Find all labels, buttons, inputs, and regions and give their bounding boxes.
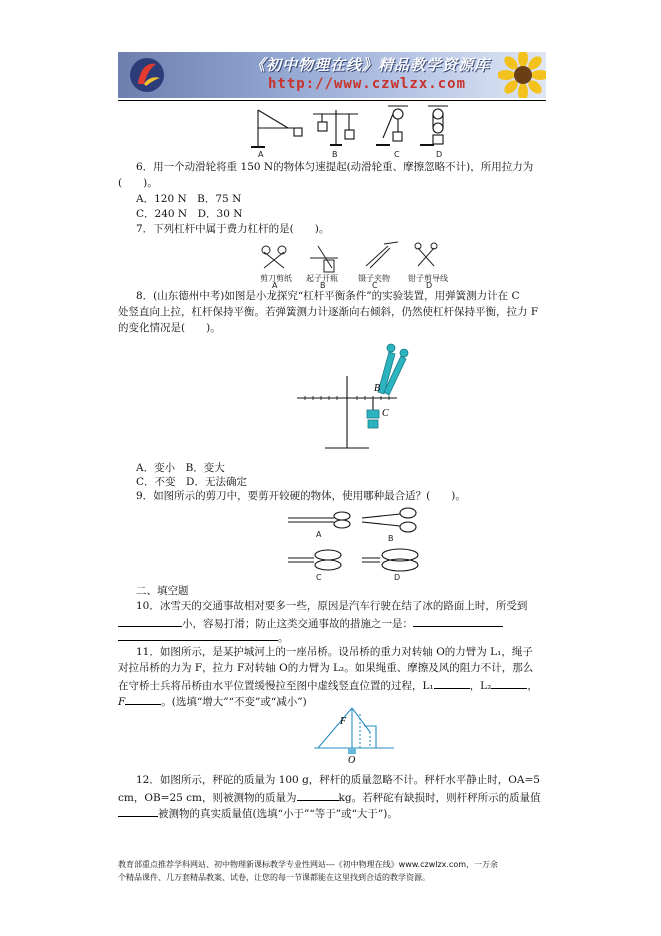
sunflower-icon	[498, 52, 546, 98]
q6-stem-line2: ( )。	[118, 177, 158, 189]
q11-label-f: F	[340, 716, 347, 727]
q10-blank-2[interactable]	[413, 616, 503, 627]
q7-stem: 7．下列杠杆中属于费力杠杆的是( )。	[136, 223, 330, 235]
q11-blank-l2[interactable]	[491, 678, 527, 689]
q9-label-c: C	[316, 573, 322, 582]
q7-caption-d: 钳子剪导线	[408, 274, 448, 283]
q8-lever-apparatus-figure	[285, 336, 425, 460]
q7-label-c: C	[372, 281, 378, 288]
q5-label-c: C	[394, 150, 400, 159]
q6-stem-line1: 6．用一个动滑轮将重 150 N的物体匀速提起(动滑轮重、摩擦忽略不计)，所用拉力为	[136, 161, 534, 173]
q8-options-2: C．不变 D．无法确定	[136, 476, 247, 488]
q10-stem-line1: 10．冰雪天的交通事故相对要多一些，原因是汽车行驶在结了冰的路面上时，所受到	[136, 600, 528, 612]
site-url[interactable]: http://www.czwlzx.com	[268, 76, 467, 92]
q11-blank-l1[interactable]	[434, 678, 470, 689]
q8-options-1: A．变小 B．变大	[136, 462, 225, 474]
q5-label-b: B	[332, 150, 338, 159]
q7-label-a: A	[272, 281, 278, 288]
q7-caption-b: 起子开瓶	[306, 274, 338, 283]
q12-stem-line1: 12．如图所示，秤砣的质量为 100 g，秤杆的质量忽略不计。秤杆水平静止时，OA=5	[136, 774, 540, 786]
q6-options-1: A．120 N B．75 N	[136, 193, 242, 205]
q12-blank-mass[interactable]	[297, 790, 339, 801]
q12-blank-compare[interactable]	[118, 806, 158, 817]
q9-label-d: D	[394, 573, 401, 582]
q8-label-b: B	[374, 383, 381, 394]
q8-stem-line1: 8．(山东德州中考)如图是小龙探究“杠杆平衡条件”的实验装置，用弹簧测力计在 C	[136, 290, 520, 302]
q10-stem-line2: 小，容易打滑；防止这类交通事故的措施之一是：	[118, 616, 503, 631]
q9-scissors-figure	[282, 504, 432, 584]
q10-stem-line3: 。	[118, 630, 289, 645]
q11-label-o: O	[348, 755, 356, 766]
q11-stem-line1: 11．如图所示，是某护城河上的一座吊桥。设吊桥的重力对转轴 O的力臂为 L₁，绳子	[136, 646, 533, 658]
header-banner	[118, 52, 546, 98]
header-divider	[118, 100, 546, 101]
q7-caption-c: 镊子夹物	[358, 274, 390, 283]
q10-blank-3[interactable]	[118, 630, 278, 641]
q8-stem-line2: 处竖直向上拉，杠杆保持平衡。若弹簧测力计逐渐向右倾斜，仍然使杠杆保持平衡，拉力 F	[118, 306, 539, 318]
q11-drawbridge-figure	[308, 704, 418, 766]
q11-stem-line3: 在守桥士兵将吊桥由水平位置缓慢拉至图中虚线竖直位置的过程，L₁ ，L₂ ，	[118, 680, 538, 692]
q5-pulley-figure	[248, 104, 458, 160]
q5-label-a: A	[258, 150, 264, 159]
site-title: 《初中物理在线》精品教学资源库	[250, 56, 491, 74]
footer-line1: 教育部重点推荐学科网站、初中物理新课标教学专业性网站---《初中物理在线》www.czwlzx.com，一万余	[118, 860, 499, 869]
section-title-fill-blank: 二、填空题	[136, 585, 189, 597]
q9-label-b: B	[388, 534, 394, 543]
q11-blank-f[interactable]	[125, 694, 161, 705]
q10-blank-1[interactable]	[118, 616, 182, 627]
q12-stem-line2: cm，OB=25 cm，则被测物的质量为 kg。若秤砣有缺损时，则杆秤所示的质量值	[118, 792, 541, 804]
q11-stem-line4: F 。(选填“增大”“不变”或“减小”)	[118, 696, 307, 708]
q9-label-a: A	[316, 530, 322, 539]
q6-options-2: C．240 N D．30 N	[136, 208, 243, 220]
footer-line2: 个精品课件、几万套精品教案、试卷，让您的每一节课都能在这里找到合适的教学资源。	[118, 873, 430, 882]
q7-caption-a: 剪刀剪纸	[260, 274, 292, 283]
q9-stem: 9．如图所示的剪刀中，要剪开较硬的物体，使用哪种最合适？( )。	[136, 490, 466, 502]
q12-stem-line3: 被测物的真实质量值(选填“小于”“等于”或“大于”)。	[118, 806, 398, 821]
site-logo-icon	[128, 56, 166, 94]
q7-label-d: D	[426, 281, 433, 288]
q7-lever-figure	[258, 238, 468, 288]
q5-label-d: D	[436, 150, 443, 159]
page-footer	[118, 858, 548, 884]
q7-label-b: B	[320, 281, 326, 288]
q8-label-c: C	[382, 408, 389, 419]
q11-stem-line2: 对拉吊桥的力为 F，拉力 F对转轴 O的力臂为 L₂。如果绳重、摩擦及风的阻力不计，那么	[118, 662, 534, 674]
q8-stem-line3: 的变化情况是( )。	[118, 322, 221, 334]
